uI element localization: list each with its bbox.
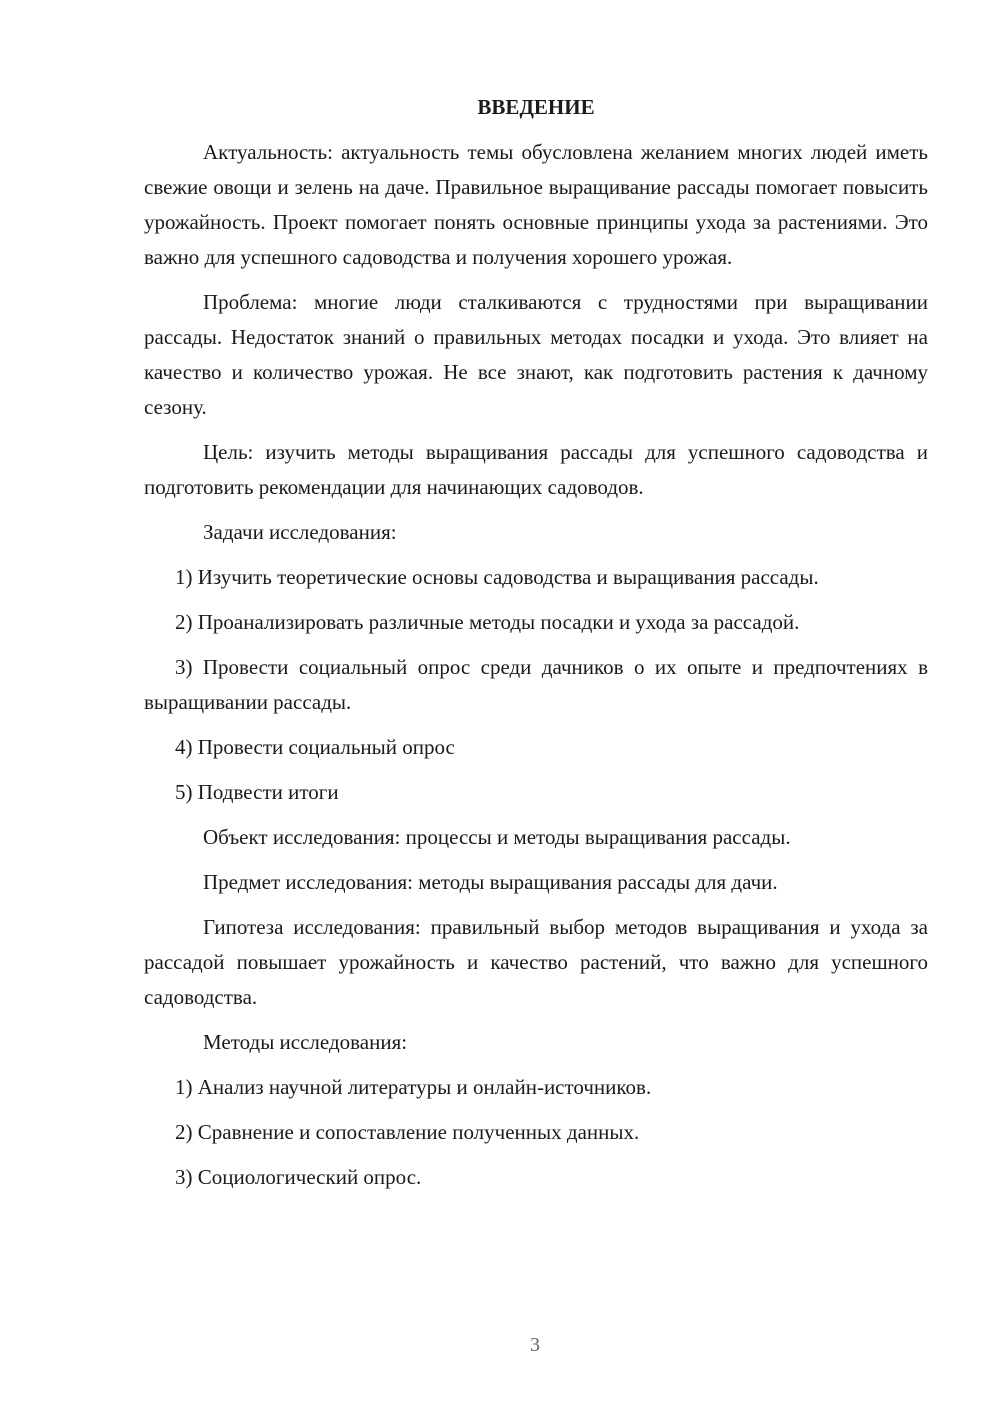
- task-item: 5) Подвести итоги: [175, 780, 339, 804]
- method-item: 3) Социологический опрос.: [175, 1165, 422, 1189]
- method-item: 2) Сравнение и сопоставление полученных данных.: [175, 1120, 640, 1144]
- page-content: [144, 90, 928, 1205]
- task-item: 2) Проанализировать различные методы посадки и ухода за рассадой.: [175, 610, 800, 634]
- problem-paragraph: Проблема: многие люди сталкиваются с трудностями при выращивании рассады. Недостаток знаний о правильных методах посадки и ухода. Это влияет на качество и количество урожая. Не все знают, как подготовить растения к дачному сезону.: [144, 290, 928, 419]
- task-item: 4) Провести социальный опрос: [175, 735, 455, 759]
- task-item: 1) Изучить теоретические основы садоводства и выращивания рассады.: [175, 565, 819, 589]
- object-paragraph: Объект исследования: процессы и методы выращивания рассады.: [203, 825, 791, 849]
- hypothesis-paragraph: Гипотеза исследования: правильный выбор методов выращивания и ухода за рассадой повышает урожайность и качество растений, что важно для успешного садоводства.: [144, 915, 928, 1009]
- goal-paragraph: Цель: изучить методы выращивания рассады для успешного садоводства и подготовить рекомендации для начинающих садоводов.: [144, 440, 928, 499]
- task-item: 3) Провести социальный опрос среди дачников о их опыте и предпочтениях в выращивании рассады.: [144, 655, 928, 714]
- page-title: ВВЕДЕНИЕ: [477, 95, 595, 119]
- method-item: 1) Анализ научной литературы и онлайн-источников.: [175, 1075, 652, 1099]
- relevance-paragraph: Актуальность: актуальность темы обусловлена желанием многих людей иметь свежие овощи и зелень на даче. Правильное выращивание рассады помогает повысить урожайность. Проект помогает понять основные принципы ухода за растениями. Это важно для успешного садоводства и получения хорошего урожая.: [144, 140, 928, 269]
- page-number: 3: [530, 1334, 540, 1356]
- tasks-heading: Задачи исследования:: [203, 520, 397, 544]
- subject-paragraph: Предмет исследования: методы выращивания рассады для дачи.: [203, 870, 778, 894]
- methods-heading: Методы исследования:: [203, 1030, 408, 1054]
